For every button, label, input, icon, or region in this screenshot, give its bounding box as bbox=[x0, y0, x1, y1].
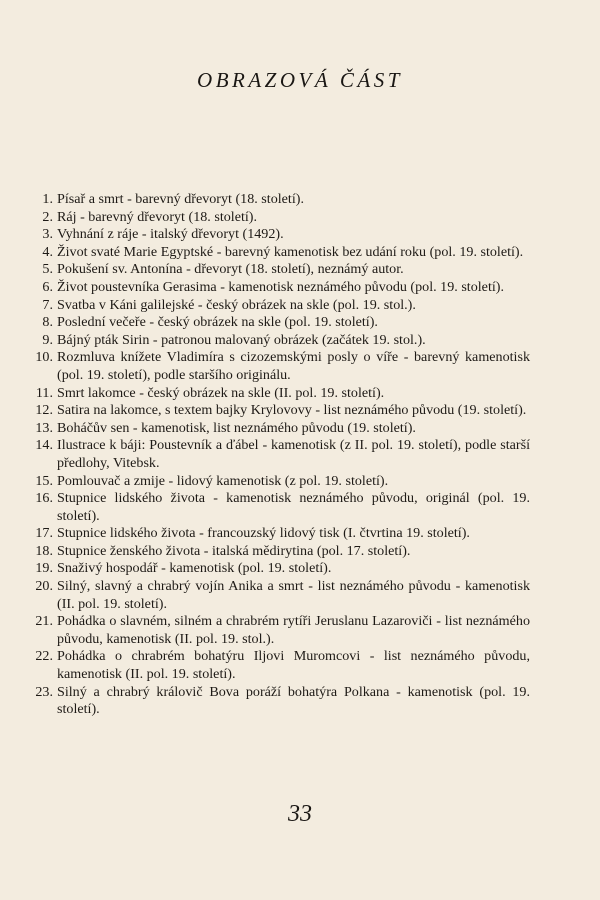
item-text: Ilustrace k báji: Poustevník a ďábel - kamenotisk (z II. pol. 19. století), podle starší předlohy, Vitebsk. bbox=[57, 437, 530, 471]
list-item bbox=[30, 684, 530, 719]
item-number: 9. bbox=[42, 331, 53, 348]
item-number: 1. bbox=[42, 191, 53, 207]
item-text: Stupnice lidského života - francouzský lidový tisk (I. čtvrtina 19. století). bbox=[57, 525, 470, 542]
list-item bbox=[30, 560, 530, 578]
item-number: 7. bbox=[42, 296, 53, 313]
page-number: 33 bbox=[288, 801, 312, 827]
item-number: 16. bbox=[35, 490, 53, 507]
item-text: Písař a smrt - barevný dřevoryt (18. století). bbox=[57, 191, 304, 207]
item-number: 14. bbox=[35, 437, 53, 454]
item-number: 13. bbox=[35, 419, 53, 436]
list-item bbox=[30, 226, 530, 244]
item-number: 15. bbox=[35, 472, 53, 489]
item-text: Život svaté Marie Egyptské - barevný kamenotisk bez udání roku (pol. 19. století). bbox=[57, 243, 524, 260]
item-text: Vyhnání z ráje - italský dřevoryt (1492). bbox=[57, 226, 284, 243]
item-text: Snaživý hospodář - kamenotisk (pol. 19. století). bbox=[57, 560, 332, 577]
list-item bbox=[30, 332, 530, 350]
item-text: Pokušení sv. Antonína - dřevoryt (18. století), neznámý autor. bbox=[57, 261, 404, 278]
item-text: Pohádka o chrabrém bohatýru Iljovi Muromcovi - list neznámého původu, kamenotisk (II. pol. 19. století). bbox=[57, 648, 530, 683]
list-item bbox=[30, 349, 530, 384]
list-item bbox=[30, 543, 530, 561]
item-text: Pomlouvač a zmije - lidový kamenotisk (z pol. 19. století). bbox=[57, 472, 389, 489]
item-text: Pohádka o slavném, silném a chrabrém rytíři Jeruslanu Lazaroviči - list neznámého původu, kamenotisk (II. pol. 19. stol.). bbox=[57, 613, 530, 647]
list-item bbox=[30, 420, 530, 438]
item-text: Silný, slavný a chrabrý vojín Anika a smrt - list neznámého původu - kamenotisk (II. pol. 19. století). bbox=[57, 578, 530, 612]
item-text: Poslední večeře - český obrázek na skle (pol. 19. století). bbox=[57, 314, 378, 331]
section-title: OBRAZOVÁ ČÁST bbox=[197, 68, 403, 92]
item-number: 23. bbox=[35, 683, 53, 700]
item-number: 17. bbox=[35, 525, 53, 542]
list-item bbox=[30, 613, 530, 648]
item-number: 8. bbox=[42, 314, 53, 331]
item-text: Svatba v Káni galilejské - český obrázek na skle (pol. 19. stol.). bbox=[57, 296, 416, 313]
item-text: Život poustevníka Gerasima - kamenotisk neznámého původu (pol. 19. století). bbox=[57, 278, 504, 295]
item-text: Ráj - barevný dřevoryt (18. století). bbox=[57, 208, 257, 225]
list-item bbox=[30, 244, 530, 262]
item-text: Boháčův sen - kamenotisk, list neznámého původu (19. století). bbox=[57, 419, 416, 436]
item-number: 18. bbox=[35, 542, 53, 559]
item-number: 6. bbox=[42, 278, 53, 295]
item-text: Silný a chrabrý královič Bova poráží bohatýra Polkana - kamenotisk (pol. 19. století). bbox=[57, 683, 530, 718]
list-item bbox=[30, 261, 530, 279]
list-item bbox=[30, 525, 530, 543]
list-item bbox=[30, 473, 530, 491]
item-text: Bájný pták Sirin - patronou malovaný obrázek (začátek 19. stol.). bbox=[57, 331, 426, 348]
list-item bbox=[30, 437, 530, 472]
item-number: 3. bbox=[42, 226, 53, 243]
list-item bbox=[30, 648, 530, 683]
item-text: Rozmluva knížete Vladimíra s cizozemskými posly o víře - barevný kamenotisk (pol. 19. století), podle staršího originálu. bbox=[57, 349, 530, 383]
illustration-list bbox=[30, 191, 530, 719]
item-number: 10. bbox=[35, 349, 53, 366]
item-text: Stupnice ženského života - italská mědirytina (pol. 17. století). bbox=[57, 542, 411, 559]
item-number: 5. bbox=[42, 261, 53, 278]
list-item bbox=[30, 297, 530, 315]
list-item bbox=[30, 279, 530, 297]
item-number: 19. bbox=[35, 560, 53, 577]
item-number: 20. bbox=[35, 578, 53, 595]
list-item bbox=[30, 490, 530, 525]
list-item bbox=[30, 402, 530, 420]
item-text: Satira na lakomce, s textem bajky Krylovovy - list neznámého původu (19. století). bbox=[57, 402, 527, 419]
item-text: Stupnice lidského života - kamenotisk neznámého původu, originál (pol. 19. století). bbox=[57, 490, 530, 524]
list-item bbox=[30, 578, 530, 613]
item-number: 2. bbox=[42, 208, 53, 225]
list-item bbox=[30, 191, 530, 209]
item-text: Smrt lakomce - český obrázek na skle (II. pol. 19. století). bbox=[57, 384, 385, 401]
list-item bbox=[30, 385, 530, 403]
list-item bbox=[30, 209, 530, 227]
item-number: 12. bbox=[35, 402, 53, 419]
list-item bbox=[30, 314, 530, 332]
item-number: 22. bbox=[35, 648, 53, 665]
item-number: 21. bbox=[35, 613, 53, 630]
item-number: 11. bbox=[35, 384, 53, 401]
item-number: 4. bbox=[42, 243, 53, 260]
